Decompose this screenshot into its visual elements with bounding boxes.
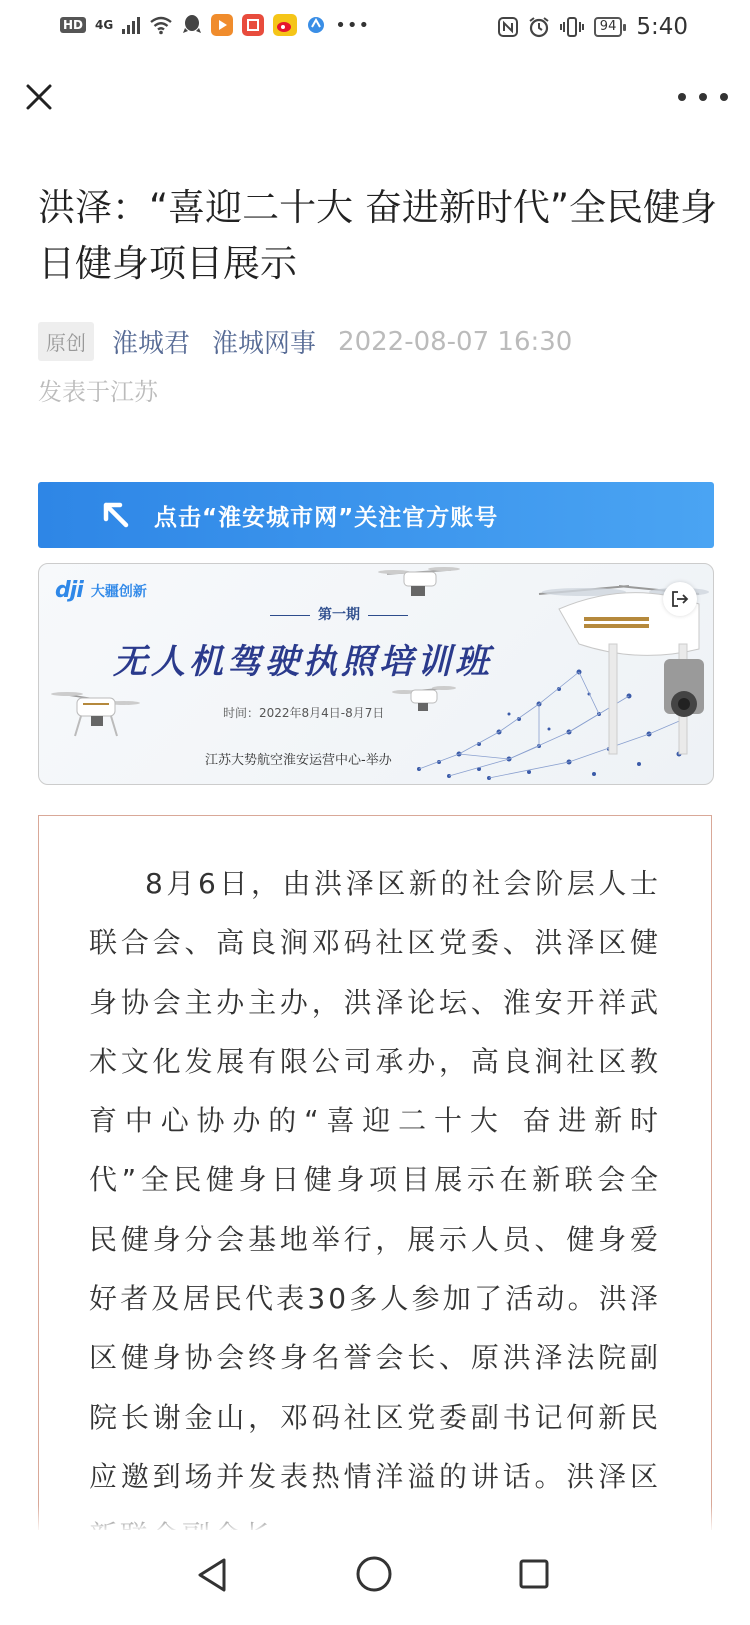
- network-type: 4G: [95, 18, 114, 32]
- vibrate-icon: [560, 16, 584, 38]
- red-app-icon: [242, 14, 264, 36]
- ad-title: 无人机驾驶执照培训班: [113, 642, 493, 682]
- open-link-icon: [670, 589, 690, 609]
- close-icon: [20, 78, 60, 118]
- arrow-up-left-icon: [96, 495, 136, 535]
- hd-icon: HD: [60, 17, 86, 33]
- ad-issue-label: 第一期: [239, 604, 439, 624]
- original-tag: 原创: [38, 322, 94, 361]
- back-triangle-icon[interactable]: [196, 1556, 228, 1594]
- author-link[interactable]: 淮城君: [112, 329, 191, 359]
- home-circle-icon[interactable]: [355, 1555, 393, 1593]
- browser-icon: [306, 15, 326, 35]
- article-paragraph: 8月6日，由洪泽区新的社会阶层人士联合会、高良涧邓码社区党委、洪泽区健身协会主办主办，洪泽论坛、淮安开祥武术文化发展有限公司承办，高良涧社区教育中心协办的“喜迎二十大 奋进新时代”全民健身日健身项目展示在新联会全民健身分会基地举行，展示人员、健身爱好者及居民代表30多人参加了活动。洪泽区健身协会终身名誉会长、原洪泽法院副院长谢金山，邓码社区党委副书记何新民应邀到场并发表热情洋溢的讲话。洪泽区: [89, 867, 661, 1493]
- dji-logo: dji 大疆创新: [55, 578, 147, 603]
- battery-icon: 94: [594, 17, 623, 37]
- top-nav-bar: [0, 58, 750, 140]
- close-button[interactable]: [20, 78, 60, 118]
- publish-date: 2022-08-07 16:30: [338, 326, 573, 357]
- drone-training-ad[interactable]: [38, 563, 714, 785]
- system-nav-bar: [0, 1530, 750, 1625]
- article-body: [38, 815, 712, 1575]
- ad-time: 时间：2022年8月4日-8月7日: [223, 706, 385, 720]
- scroll-fade: [0, 1505, 750, 1533]
- follow-banner-text: 点击“淮安城市网”关注官方账号: [154, 504, 499, 531]
- publish-location: 发表于江苏: [38, 378, 158, 406]
- account-link[interactable]: 淮城网事: [212, 329, 317, 359]
- article-title: 洪泽：“喜迎二十大 奋进新时代”全民健身日健身项目展示: [38, 186, 718, 285]
- more-button[interactable]: [678, 82, 728, 112]
- alarm-icon: [528, 16, 550, 38]
- ad-organizer: 江苏大势航空淮安运营中心-举办: [205, 753, 392, 768]
- qq-icon: [182, 14, 202, 36]
- article-meta: [38, 322, 718, 361]
- video-app-icon: [211, 14, 233, 36]
- signal-icon: [122, 16, 140, 34]
- weibo-icon: [273, 14, 297, 36]
- wifi-icon: [149, 15, 173, 35]
- status-bar: [0, 0, 750, 58]
- more-icon: [678, 93, 686, 101]
- more-notifications-icon: •••: [335, 14, 371, 36]
- recent-apps-icon[interactable]: [518, 1558, 550, 1590]
- follow-account-banner[interactable]: [38, 482, 714, 548]
- ad-open-button[interactable]: [663, 582, 697, 616]
- nfc-icon: [498, 17, 518, 37]
- clock: 5:40: [636, 14, 688, 40]
